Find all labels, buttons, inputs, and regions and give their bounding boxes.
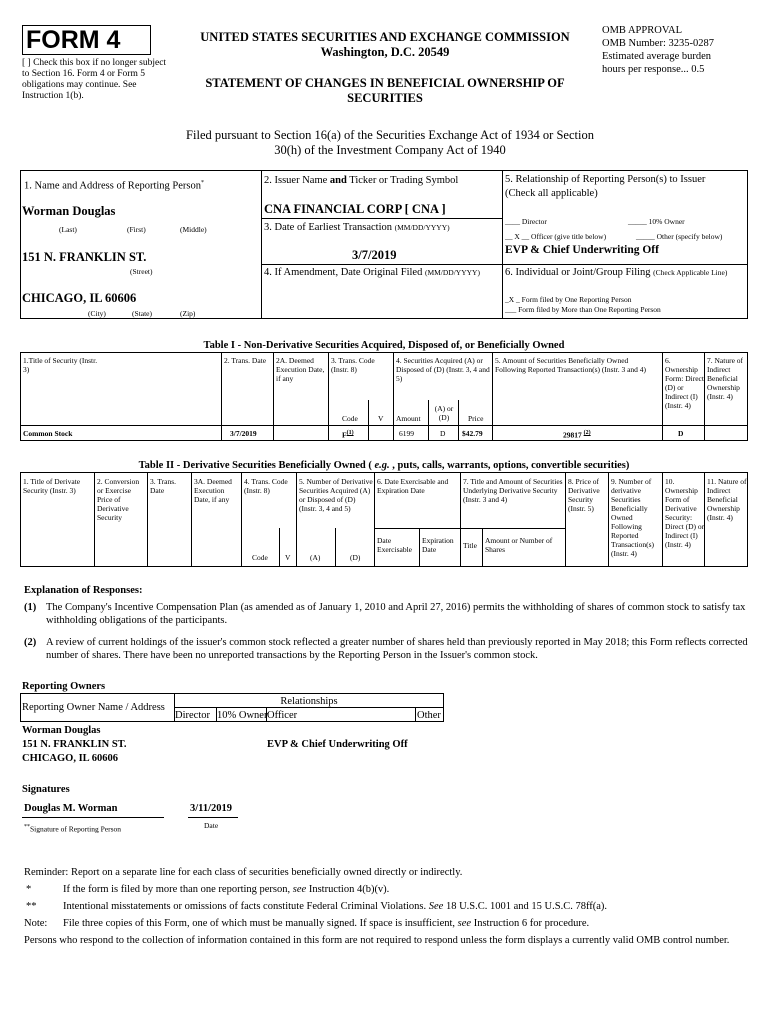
footer-note-text-a: File three copies of this Form, one of which must be manually signed. If space is insufficient, xyxy=(63,918,458,929)
officer-title: EVP & Chief Underwriting Off xyxy=(505,244,659,256)
explanation-2-num: (2) xyxy=(24,637,37,648)
first-label: (First) xyxy=(127,225,146,234)
reporting-person-label-text: 1. Name and Address of Reporting Person xyxy=(24,180,202,192)
t2-c7: 7. Title and Amount of Securities Underlying Derivative Security (Instr. 3 and 4) xyxy=(463,477,563,504)
footer-note-text xyxy=(63,917,589,930)
t1-sub-amount: Amount xyxy=(396,414,421,423)
owners-col-name: Reporting Owner Name / Address xyxy=(22,702,165,713)
t1-row-amount: 6199 xyxy=(399,429,414,438)
footer-reminder: Reminder: Report on a separate line for each class of securities beneficially owned directly or indirectly. xyxy=(24,867,463,878)
amendment-label-text: 4. If Amendment, Date Original Filed xyxy=(264,267,423,278)
t1-row-form: D xyxy=(678,429,684,438)
reporting-person-street: 151 N. FRANKLIN ST. xyxy=(22,250,147,264)
table2-title-b: , puts, calls, warrants, options, convertible securities) xyxy=(389,460,630,471)
t1-col5: 5. Amount of Securities Beneficially Owned Following Reported Transaction(s) (Instr. 3 and 4) xyxy=(495,356,647,374)
zip-label: (Zip) xyxy=(180,309,196,318)
owners-col-other: Other xyxy=(417,710,441,721)
issuer-label-prefix: 2. Issuer Name xyxy=(264,175,328,186)
reporting-person-label xyxy=(24,177,204,193)
table2-title-eg: e.g. xyxy=(374,460,390,471)
t2-sub-exp: Expiration Date xyxy=(422,536,454,554)
t1-row-security: Common Stock xyxy=(23,429,73,438)
t1-row-owned-footnote[interactable]: (2) xyxy=(583,430,591,436)
issuer-label xyxy=(264,174,458,187)
t2-sub-d: (D) xyxy=(350,553,361,562)
t1-col4: 4. Securities Acquired (A) or Disposed of (D) (Instr. 3, 4 and 5) xyxy=(396,356,490,383)
owners-col-officer: Officer xyxy=(267,710,298,721)
agency-location: Washington, D.C. 20549 xyxy=(320,45,450,59)
owners-heading: Reporting Owners xyxy=(22,681,106,692)
footer-note-see: see xyxy=(457,918,472,929)
t2-sub-v: V xyxy=(285,553,291,562)
earliest-label-sub: (MM/DD/YYYY) xyxy=(394,223,450,232)
footer-star-see: see xyxy=(292,884,307,895)
earliest-transaction-date: 3/7/2019 xyxy=(352,248,397,262)
issuer-name: CNA FINANCIAL CORP [ CNA ] xyxy=(264,202,446,216)
t1-sub-code: Code xyxy=(342,414,358,423)
t2-c1: 1. Title of Derivate Security (Instr. 3) xyxy=(23,477,81,495)
omb-burden-1: Estimated average burden xyxy=(602,51,712,62)
t1-row-code-footnote[interactable]: (1) xyxy=(346,430,354,436)
t1-row-owned xyxy=(563,429,591,440)
t1-col2a: 2A. Deemed Execution Date, if any xyxy=(276,356,325,383)
middle-label: (Middle) xyxy=(180,225,207,234)
signature-stars: ** xyxy=(24,824,30,830)
t2-c3a: 3A. Deemed Execution Date, if any xyxy=(194,477,232,504)
t1-row-aord: D xyxy=(440,429,446,438)
signature-label-text: Signature of Reporting Person xyxy=(30,824,122,834)
one-person-check: _X _ Form filed by One Reporting Person xyxy=(505,295,632,304)
director-check: ____ Director xyxy=(505,217,547,226)
footer-star-text-b: Instruction 4(b)(v). xyxy=(306,884,390,895)
t2-c11: 11. Nature of Indirect Beneficial Ownership (Instr. 4) xyxy=(707,477,747,522)
omb-box xyxy=(602,24,762,76)
t2-c4: 4. Trans. Code (Instr. 8) xyxy=(244,477,288,495)
footer-star: * xyxy=(26,884,32,895)
signatures-heading: Signatures xyxy=(22,784,70,795)
t2-c5: 5. Number of Derivative Securities Acquired (A) or Disposed of (D) (Instr. 3, 4 and 5) xyxy=(299,477,373,513)
footer-dstar-text xyxy=(63,900,607,913)
officer-check: __ X __ Officer (give title below) xyxy=(505,232,607,241)
t1-col3: 3. Trans. Code (Instr. 8) xyxy=(331,356,375,374)
footer-dstar-see: See xyxy=(428,901,444,912)
owners-name: Worman Douglas xyxy=(22,725,101,736)
footer-star-text xyxy=(63,883,389,896)
t2-c6: 6. Date Exercisable and Expiration Date xyxy=(377,477,449,495)
ten-pct-owner-check: _____ 10% Owner xyxy=(628,217,685,226)
owners-street: 151 N. FRANKLIN ST. xyxy=(22,739,127,750)
table2-title-a: Table II - Derivative Securities Beneficially Owned ( xyxy=(138,460,375,471)
omb-approval: OMB APPROVAL xyxy=(602,25,683,36)
t1-col7: 7. Nature of Indirect Beneficial Ownership (Instr. 4) xyxy=(707,356,744,401)
t2-sub-a: (A) xyxy=(310,553,321,562)
footer-dstar-text-b: 18 U.S.C. 1001 and 15 U.S.C. 78ff(a). xyxy=(443,901,608,912)
owners-officer-title: EVP & Chief Underwriting Off xyxy=(267,739,408,750)
t2-c10: 10. Ownership Form of Derivative Security: Direct (D) or Indirect (I) (Instr. 4) xyxy=(665,477,705,549)
t1-col1: 1.Title of Security (Instr. 3) xyxy=(23,356,98,374)
reporting-person-name: Worman Douglas xyxy=(22,204,116,218)
earliest-label-text: 3. Date of Earliest Transaction xyxy=(264,222,393,233)
signer-name: Douglas M. Worman xyxy=(24,803,118,814)
check-box-note-text: [ ] Check this box if no longer subject to Section 16. Form 4 or Form 5 obligations may continue. See Instruction 1(b). xyxy=(22,58,167,101)
owners-col-director: Director xyxy=(175,710,210,721)
reporting-person-city: CHICAGO, IL 60606 xyxy=(22,291,137,305)
explanation-heading: Explanation of Responses: xyxy=(24,585,143,596)
form-title: FORM 4 xyxy=(26,26,121,54)
t2-c2: 2. Conversion or Exercise Price of Derivative Security xyxy=(97,477,140,522)
other-check: _____ Other (specify below) xyxy=(636,232,723,241)
owners-col-rel: Relationships xyxy=(280,696,338,707)
t1-row-code-value: F xyxy=(342,430,347,440)
explanation-1-text: The Company's Incentive Compensation Plan (as amended as of January 1, 2010 and April 27, 2016) permits the withholding of shares of common stock to satisfy tax withholding obligations of the participants. xyxy=(46,602,746,626)
table1-title: Table I - Non-Derivative Securities Acquired, Disposed of, or Beneficially Owned xyxy=(203,340,565,351)
filing-label-text: 6. Individual or Joint/Group Filing xyxy=(505,267,651,278)
relationship-label: 5. Relationship of Reporting Person(s) to Issuer xyxy=(505,174,706,185)
filing-label xyxy=(505,266,727,279)
signature-label xyxy=(24,823,121,834)
t2-sub-date-ex: Date Exercisable xyxy=(377,536,412,554)
t2-sub-amount: Amount or Number of Shares xyxy=(485,536,553,554)
footer-dstar: ** xyxy=(26,901,37,912)
reporting-person-star: * xyxy=(201,180,205,186)
t1-col2: 2. Trans. Date xyxy=(224,356,267,365)
signature-date-label: Date xyxy=(204,821,219,830)
t1-row-price: $42.79 xyxy=(462,429,483,438)
footer-star-text-a: If the form is filed by more than one reporting person, xyxy=(63,884,293,895)
earliest-transaction-label xyxy=(264,221,450,234)
t2-c3: 3. Trans. Date xyxy=(150,477,177,495)
omb-number: OMB Number: 3235-0287 xyxy=(602,38,714,49)
city-label: (City) xyxy=(88,309,106,318)
footer-note-text-b: Instruction 6 for procedure. xyxy=(471,918,590,929)
signature-date: 3/11/2019 xyxy=(190,803,233,814)
relationship-sub: (Check all applicable) xyxy=(505,188,598,199)
agency-name: UNITED STATES SECURITIES AND EXCHANGE COMMISSION xyxy=(200,30,570,44)
form-title-box xyxy=(22,25,151,55)
t2-sub-code: Code xyxy=(252,553,268,562)
amendment-label xyxy=(264,266,480,279)
t1-col6: 6. Ownership Form: Direct (D) or Indirect (I) (Instr. 4) xyxy=(665,356,704,410)
owners-city: CHICAGO, IL 60606 xyxy=(22,753,118,764)
statement-title: STATEMENT OF CHANGES IN BENEFICIAL OWNERSHIP OF SECURITIES xyxy=(205,76,565,105)
state-label: (State) xyxy=(132,309,152,318)
footer-persons: Persons who respond to the collection of information contained in this form are not required to respond unless the form displays a currently valid OMB control number. xyxy=(24,935,730,946)
issuer-label-suffix: Ticker or Trading Symbol xyxy=(349,175,459,186)
explanation-1-num: (1) xyxy=(24,602,37,613)
table2-title xyxy=(20,459,748,472)
footer-dstar-text-a: Intentional misstatements or omissions of facts constitute Federal Criminal Violations. xyxy=(63,901,429,912)
t1-sub-v: V xyxy=(378,414,384,423)
t2-c9: 9. Number of derivative Securities Beneficially Owned Following Reported Transaction(s) (Instr. 4) xyxy=(611,477,655,558)
amendment-label-sub: (MM/DD/YYYY) xyxy=(424,268,480,277)
filed-pursuant: Filed pursuant to Section 16(a) of the Securities Exchange Act of 1934 or Section 30(h) of the Investment Company Act of 1940 xyxy=(186,128,594,157)
explanation-2-text: A review of current holdings of the issuer's common stock reflected a greater number of shares held than previously reported in May 2018; this Form reflects corrected number of shares. There have been no unreported transactions by the Reporting Person in the Issuer's common stock. xyxy=(46,637,748,661)
check-box-note xyxy=(22,58,170,102)
t2-sub-title: Title xyxy=(463,541,477,550)
t2-c8: 8. Price of Derivative Security (Instr. 5) xyxy=(568,477,600,513)
last-label: (Last) xyxy=(59,225,77,234)
omb-burden-2: hours per response... 0.5 xyxy=(602,64,705,75)
issuer-label-and: and xyxy=(329,175,347,186)
street-label: (Street) xyxy=(130,267,153,276)
more-person-check: ___ Form filed by More than One Reporting Person xyxy=(505,305,661,314)
owners-col-ten: 10% Owner xyxy=(217,710,268,721)
t1-sub-price: Price xyxy=(468,414,484,423)
t1-row-date: 3/7/2019 xyxy=(230,429,257,438)
filing-label-sub: (Check Applicable Line) xyxy=(653,268,728,277)
t1-row-code xyxy=(342,429,354,440)
t1-row-owned-value: 29817 xyxy=(563,430,582,440)
footer-note: Note: xyxy=(24,918,48,929)
t1-sub-aord: (A) or (D) xyxy=(434,404,454,422)
